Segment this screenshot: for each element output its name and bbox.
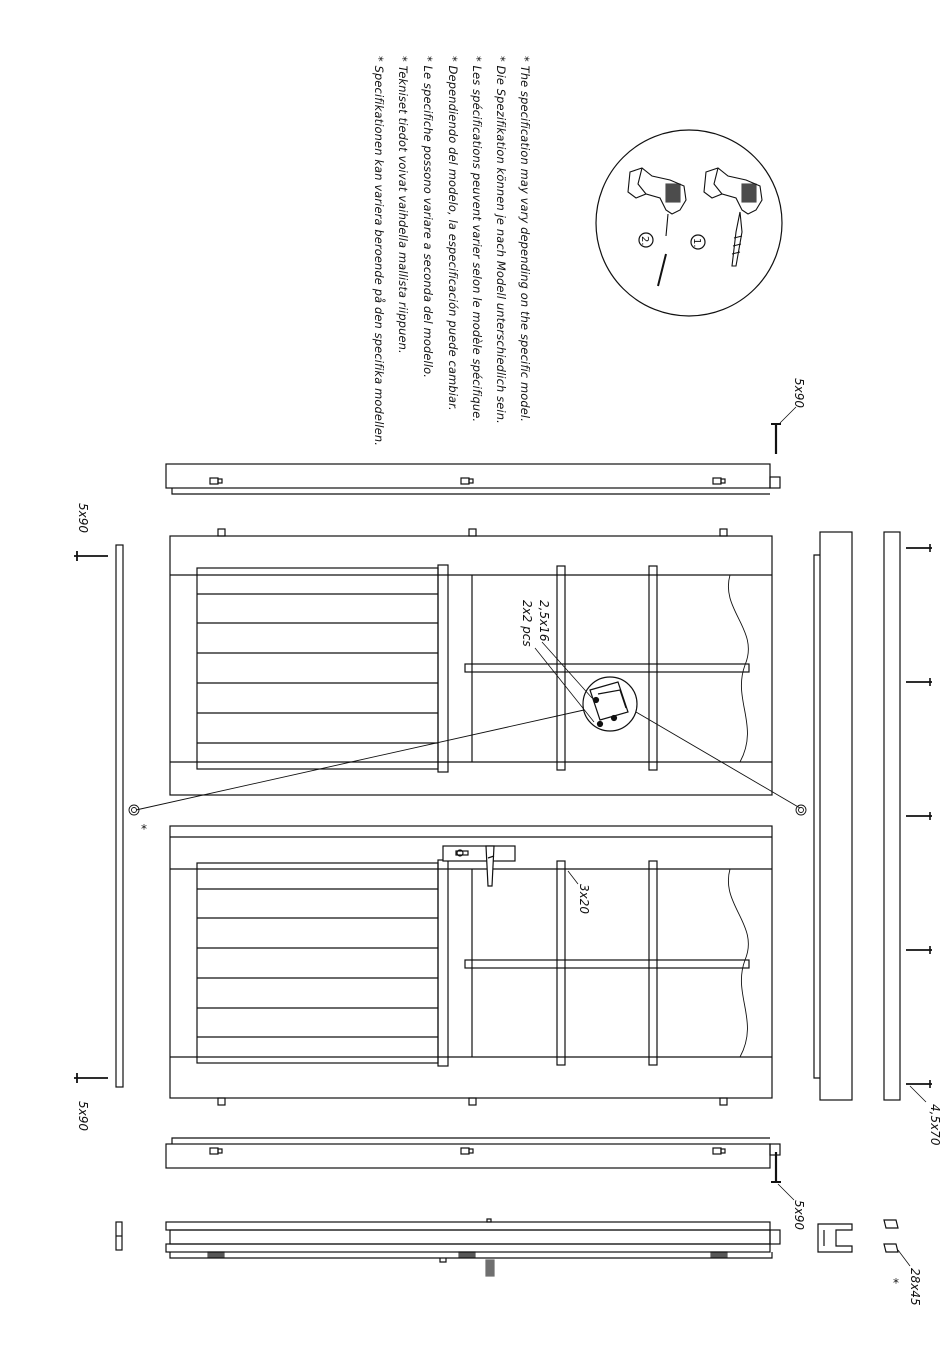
screwdriver-drill-icon <box>628 168 686 286</box>
note-de: * Die Spezifikation können je nach Modell unterschiedlich sein. <box>494 56 508 424</box>
note-sv: * Specifikationen kan variera beroende på den specifika modellen. <box>372 56 386 446</box>
assembled-side-view <box>116 1219 910 1276</box>
label-4-5x70: 4,5x70 <box>928 1104 942 1146</box>
label-2x2-pcs: 2x2 pcs <box>520 600 534 647</box>
note-en: * The specification may vary depending on the specific model. <box>518 56 532 422</box>
drill-detail-circle <box>596 130 782 316</box>
label-5x90-top-right: 5x90 <box>792 378 806 409</box>
label-28x45: 28x45 <box>908 1268 922 1306</box>
svg-text:2.: 2. <box>639 236 650 246</box>
drill-icon <box>704 168 762 266</box>
label-5x90-bottom-left: 5x90 <box>76 1101 90 1132</box>
note-fr: * Les spécifications peuvent varier selon le modèle spécifique. <box>470 56 484 423</box>
note-fi: * Tekniset tiedot voivat vaihdella mallista riippuen. <box>396 56 410 354</box>
lower-gate-panel <box>170 826 772 1105</box>
bottom-rail <box>166 1138 780 1168</box>
asterisk-mark-bottom: * <box>893 1276 899 1290</box>
note-it: * Le specifiche possono variare a seconda del modello. <box>421 56 435 379</box>
note-es: * Dependiendo del modelo, la especificación puede cambiar. <box>446 56 460 411</box>
label-3x20: 3x20 <box>577 884 591 915</box>
screw-5x90-bottom <box>771 1152 794 1200</box>
left-post <box>74 545 123 1087</box>
right-post <box>814 532 932 1102</box>
svg-text:1.: 1. <box>691 238 702 248</box>
label-5x90-bottom-right: 5x90 <box>792 1200 806 1231</box>
label-5x90-top-left: 5x90 <box>76 503 90 534</box>
upper-gate-panel <box>170 529 772 795</box>
label-2-5x16: 2,5x16 <box>537 600 551 642</box>
asterisk-mark-left: * <box>141 822 147 836</box>
screw-5x90-top <box>771 407 796 454</box>
top-rail <box>166 464 780 494</box>
